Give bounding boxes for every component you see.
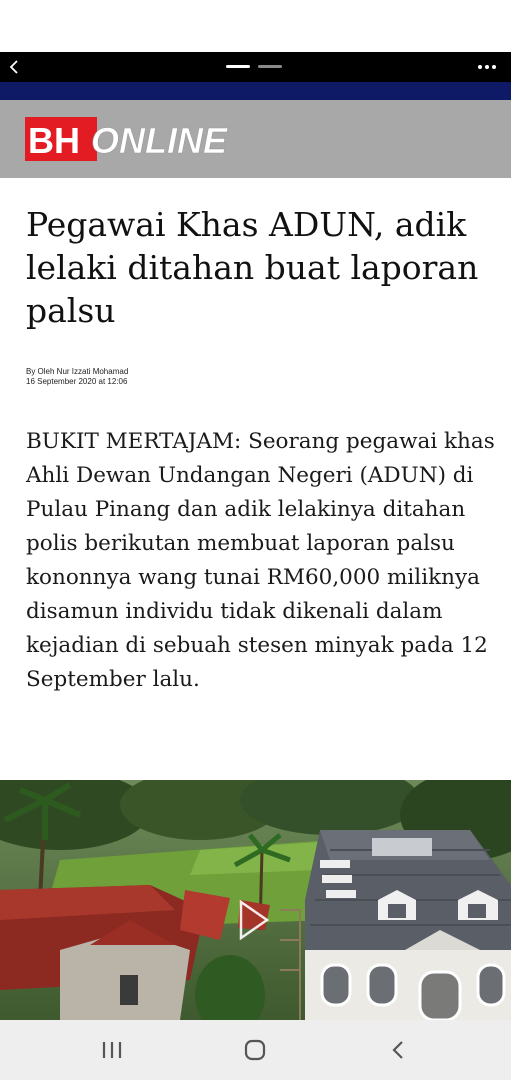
viewer-top-bar <box>0 52 511 82</box>
status-bar-area <box>0 0 511 52</box>
page-indicator-inactive <box>258 65 282 68</box>
back-icon[interactable] <box>378 1036 418 1064</box>
article-hero-image[interactable] <box>0 780 511 1020</box>
article-date: 16 September 2020 at 12:06 <box>26 377 128 386</box>
article-headline: Pegawai Khas ADUN, adik lelaki ditahan buat laporan palsu <box>26 205 479 330</box>
home-icon[interactable] <box>235 1036 275 1064</box>
more-dots-icon[interactable] <box>474 58 502 76</box>
svg-text:ONLINE: ONLINE <box>91 120 228 161</box>
bh-online-logo[interactable] <box>25 117 257 161</box>
article-body: BUKIT MERTAJAM: Seorang pegawai khas Ahli Dewan Undangan Negeri (ADUN) di Pulau Pinang dan adik lelakinya ditahan polis berikutan membuat laporan palsu kononnya wang tunai RM60,000 miliknya disamun individu tidak dikenali dalam kejadian di sebuah stesen minyak pada 12 September lalu. <box>26 429 495 692</box>
android-navigation-bar <box>0 1020 511 1080</box>
article-byline <box>26 367 128 387</box>
site-header-strip <box>0 82 511 100</box>
svg-text:BH: BH <box>28 120 80 161</box>
article-author: By Oleh Nur Izzati Mohamad <box>26 367 129 376</box>
chevron-left-icon[interactable] <box>4 55 26 79</box>
recents-icon[interactable] <box>92 1036 132 1064</box>
page-indicator <box>226 64 286 70</box>
page-indicator-active <box>226 65 250 68</box>
